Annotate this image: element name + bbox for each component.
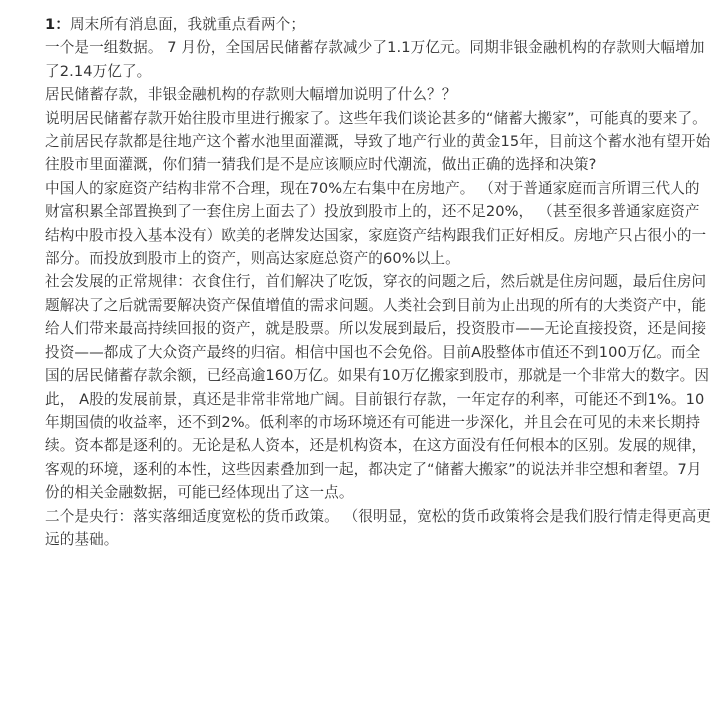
intro-text: 周末所有消息面，我就重点看两个； [69, 16, 306, 33]
paragraph-question: 居民储蓄存款，非银金融机构的存款则大幅增加说明了什么？？ [45, 86, 457, 104]
paragraph-central-bank: 二个是央行：落实落细适度宽松的货币政策。 （很明显，宽松的货币政策将会是我们股行情走得更高更远的基础。 [45, 507, 711, 548]
article-intro [45, 13, 711, 36]
paragraph-household-assets: 中国人的家庭资产结构非常不合理，现在70%左右集中在房地产。 （对于普通家庭而言所谓三代人的财富积累全部置换到了一套住房上面去了）投放到股市上的，还不足20%， （甚至很多普通家庭资产结构中股市投入基本没有）欧美的老牌发达国家，家庭资产结构跟我们正好相反。房地产只占很小的一部分。而投放到股市上的资产，则高达家庭总资产的60%以上。 [45, 179, 707, 268]
paragraph-savings-migration: 说明居民储蓄存款开始往股市里进行搬家了。这些年我们谈论甚多的“储蓄大搬家”，可能真的要来了。之前居民存款都是往地产这个蓄水池里面灌溉，导致了地产行业的黄金15年，目前这个蓄水池有望开始往股市里面灌溉，你们猜一猜我们是不是应该顺应时代潮流，做出正确的选择和决策? [45, 109, 711, 174]
paragraph-development-law: 社会发展的正常规律：衣食住行，首们解决了吃饭，穿衣的问题之后，然后就是住房问题，最后住房问题解决了之后就需要解决资产保值增值的需求问题。人类社会到目前为止出现的所有的大类资产中，能给人们带来最高持续回报的资产，就是股票。所以发展到最后，投资股市——无论直接投资，还是间接投资——都成了大众资产最终的归宿。相信中国也不会免俗。目前A股整体市值还不到100万亿。而全国的居民储蓄存款余额，已经高逾160万亿。如果有10万亿搬家到股市，那就是一个非常大的数字。因此， A股的发展前景，真还是非常非常地广阔。目前银行存款，一年定存的利率，可能还不到1%。10年期国债的收益率，还不到2%。低利率的市场环境还有可能进一步深化，并且会在可见的未来长期持续。资本都是逐利的。无论是私人资本，还是机构资本，在这方面没有任何根本的区别。发展的规律，客观的环境，逐利的本性，这些因素叠加到一起，都决定了“储蓄大搬家”的说法并非空想和奢望。7月份的相关金融数据，可能已经体现出了这一点。 [45, 273, 710, 502]
section-number: 1： [45, 16, 70, 33]
paragraph-data-summary: 一个是一组数据。 7 月份，全国居民储蓄存款减少了1.1万亿元。同期非银金融机构的存款则大幅增加了2.14万亿了。 [45, 39, 705, 80]
